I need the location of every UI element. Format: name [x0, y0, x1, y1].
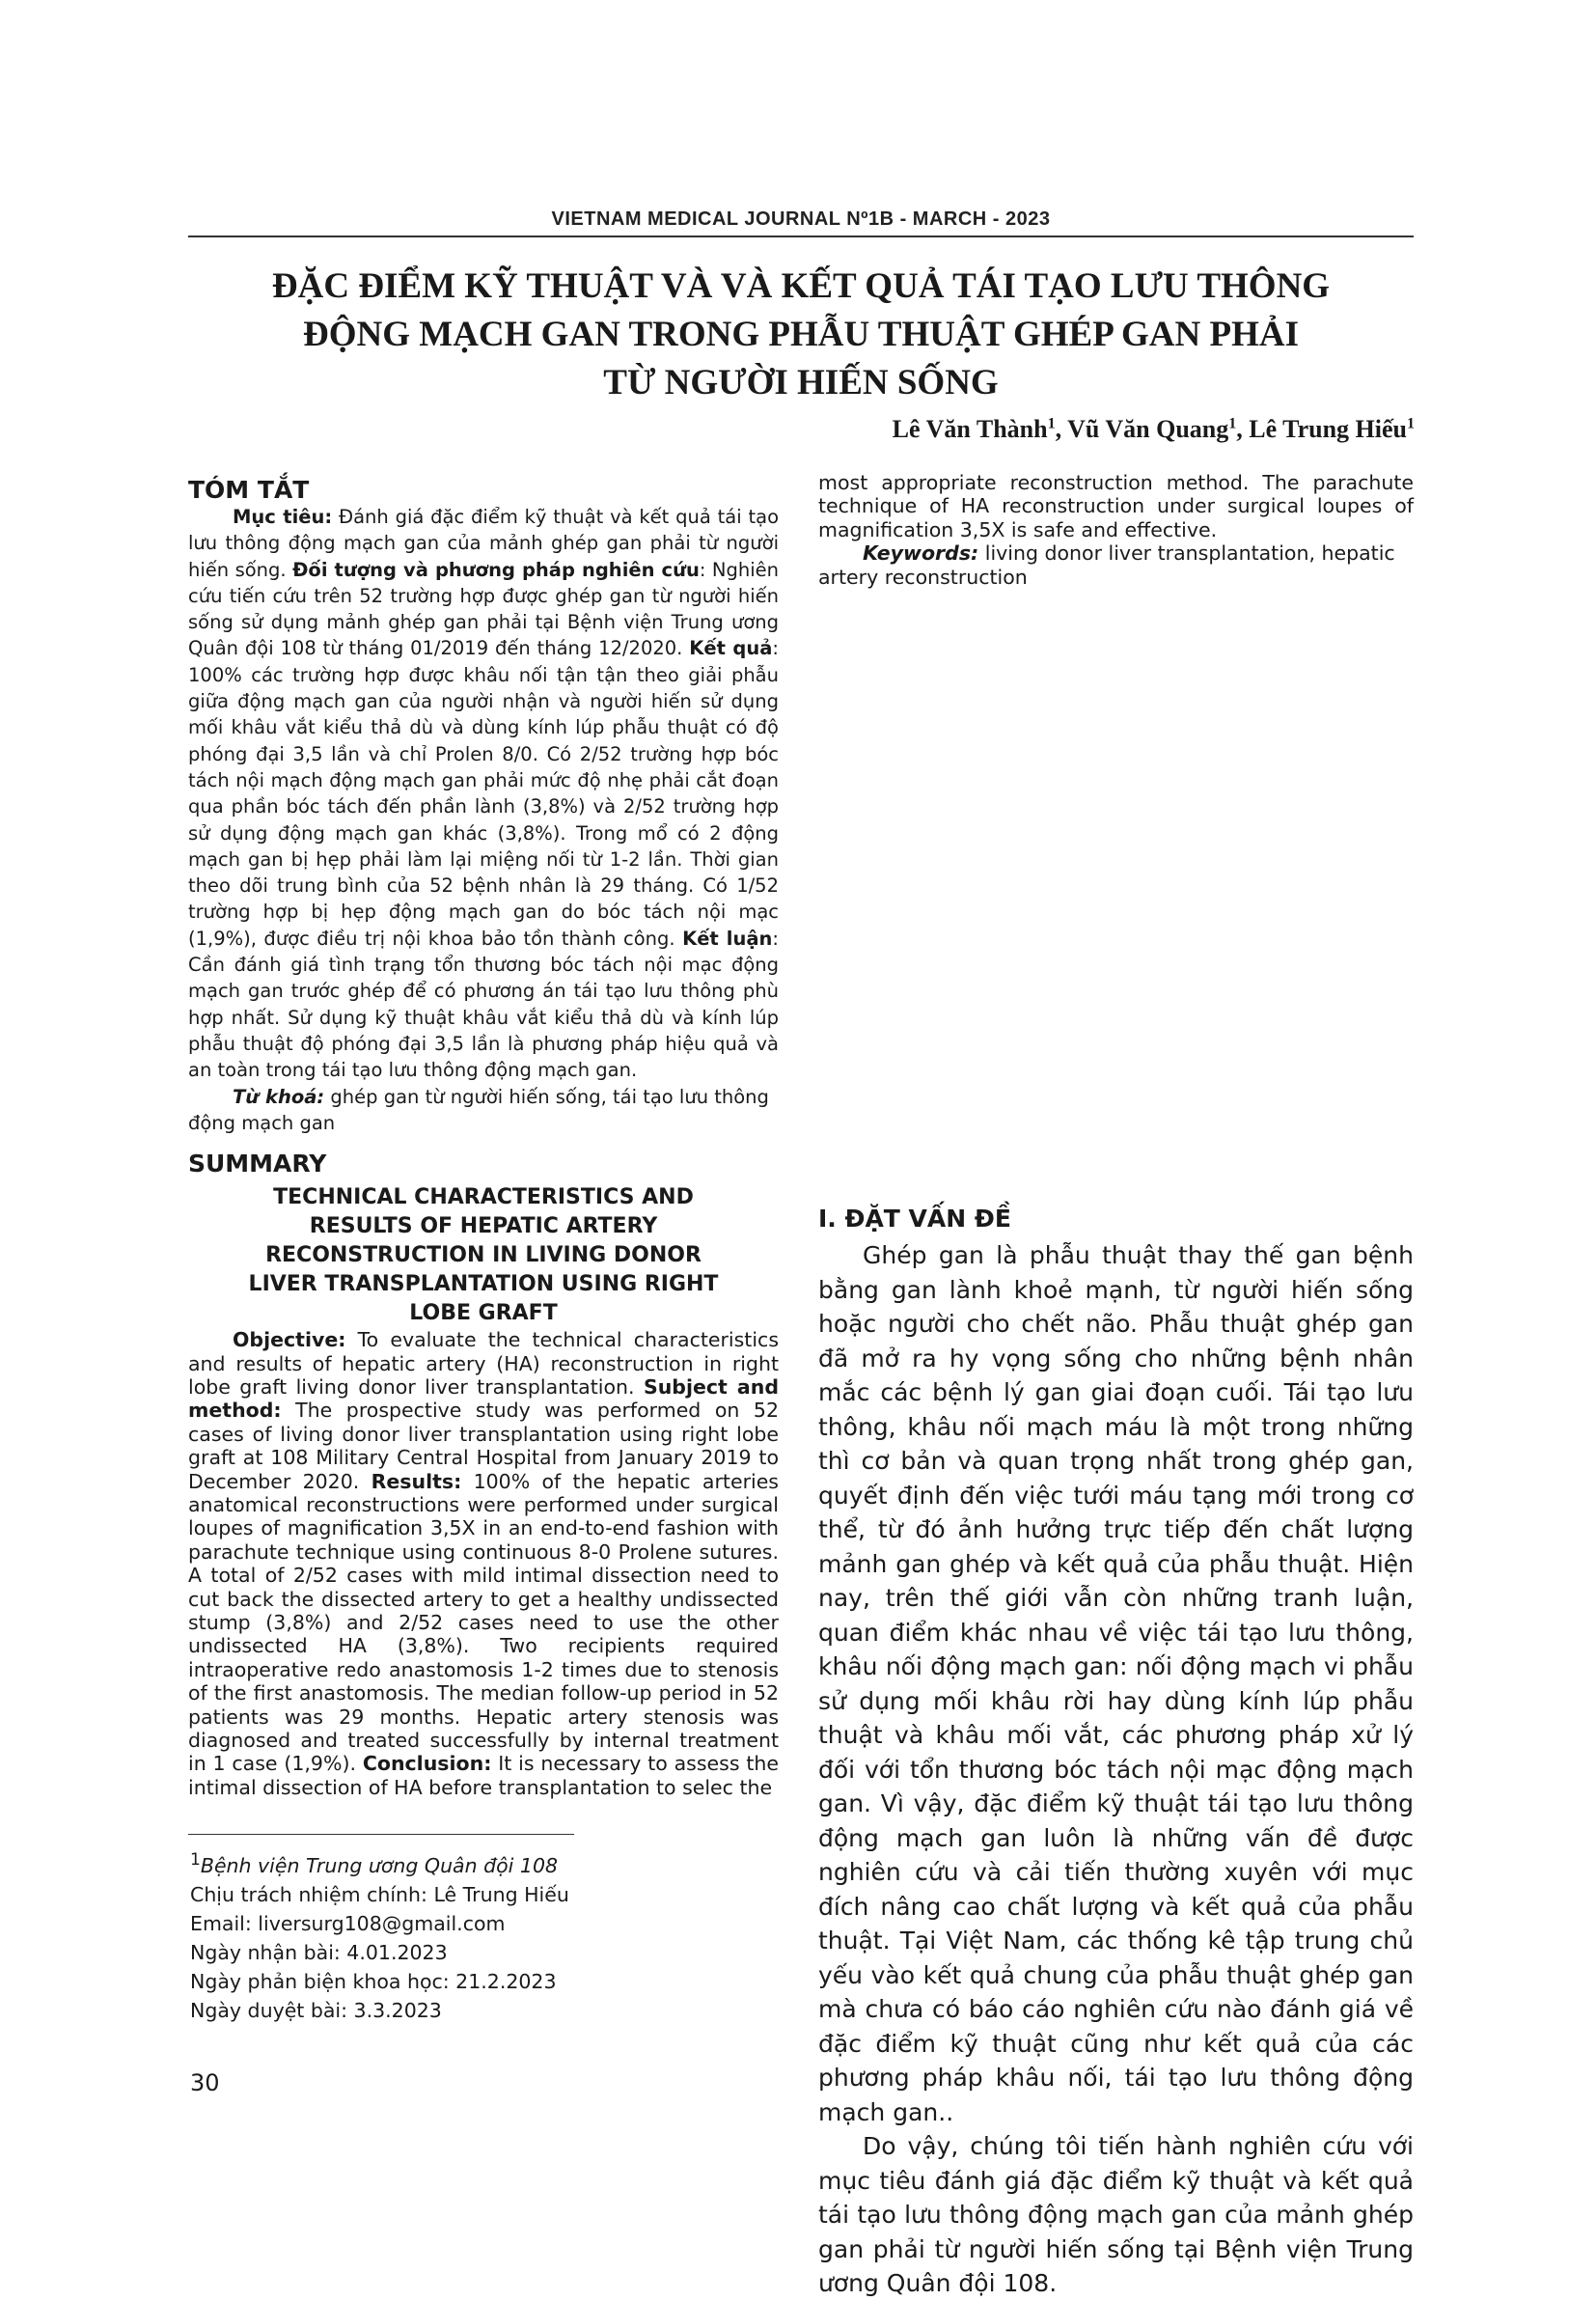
- author-affiliation-mark: 1: [1407, 415, 1415, 432]
- page-number: 30: [190, 2069, 220, 2096]
- author-name: Vũ Văn Quang: [1067, 415, 1229, 443]
- conclusion-text-en-cont: most appropriate reconstruction method. The parachute technique of HA reconstruction under surgical loupes of magnification 3,5X is safe and effective.: [818, 471, 1414, 541]
- footnote-received: Ngày nhận bài: 4.01.2023: [190, 1940, 448, 1964]
- section-heading-introduction: I. ĐẶT VẤN ĐỀ: [818, 1205, 1011, 1233]
- conclusion-text: : Cần đánh giá tình trạng tổn thương bóc tách nội mạc động mạch gan trước ghép để có phương án tái tạo lưu thông phù hợp nhất. Sử dụng kỹ thuật khâu vắt kiểu thả dù và kính lúp phẫu thuật độ phóng đại 3,5 lần là phương pháp hiệu quả và an toàn trong tái tạo lưu thông động mạch gan.: [188, 927, 779, 1082]
- keywords-label-en: Keywords:: [863, 541, 979, 566]
- method-label-en: Subject and method:: [188, 1374, 779, 1423]
- right-column: [818, 471, 1414, 2301]
- title-line: ĐỘNG MẠCH GAN TRONG PHẪU THUẬT GHÉP GAN PHẢI: [303, 315, 1299, 354]
- objective-label: Mục tiêu:: [233, 506, 333, 528]
- footnote-responsible: Chịu trách nhiệm chính: Lê Trung Hiếu: [190, 1882, 569, 1906]
- author-name: Lê Văn Thành: [892, 415, 1048, 443]
- title-line: ĐẶC ĐIỂM KỸ THUẬT VÀ VÀ KẾT QUẢ TÁI TẠO LƯU THÔNG: [271, 266, 1331, 306]
- en-abstract-heading: SUMMARY: [188, 1150, 327, 1178]
- title-line: TỪ NGƯỜI HIẾN SỐNG: [603, 363, 999, 402]
- article-title: [188, 263, 1414, 407]
- author-name: Lê Trung Hiếu: [1249, 415, 1407, 443]
- en-abstract-body-continued: [818, 471, 1414, 541]
- footnote-rule: [188, 1834, 574, 1835]
- en-abstract-body-start: [188, 1328, 779, 1799]
- en-title-line: RECONSTRUCTION IN LIVING DONOR: [265, 1243, 702, 1268]
- conclusion-label: Kết luận: [682, 927, 773, 950]
- conclusion-label-en: Conclusion:: [362, 1752, 492, 1776]
- keywords-text: ghép gan từ người hiến sống, tái tạo lưu thông động mạch gan: [188, 1085, 769, 1134]
- keywords-label: Từ khoá:: [233, 1085, 325, 1108]
- objective-text-en: To evaluate the technical characteristics and results of hepatic artery (HA) reconstruction in right lobe graft living donor liver transplantation.: [188, 1328, 779, 1399]
- footnote-affiliation: [190, 1845, 769, 1880]
- en-abstract-continuation: [818, 471, 1414, 589]
- header-rule: [188, 236, 1414, 237]
- en-title-line: LOBE GRAFT: [409, 1301, 558, 1326]
- method-text: : Nghiên cứu tiến cứu trên 52 trường hợp được ghép gan từ người hiến sống sử dụng mảnh ghép gan phải tại Bệnh viện Trung ương Quân đội 108 từ tháng 01/2019 đến tháng 12/2020.: [188, 558, 779, 660]
- results-text-en: 100% of the hepatic arteries anatomical reconstructions were performed under surgical loupes of magnification 3,5X in an end-to-end fashion with parachute technique using continuous 8-0 Prolene sutures. A total of 2/52 cases with mild intimal dissection need to cut back the dissected artery to get a healthy undissected stump (3,8%) and 2/52 cases need to use the other undissected HA (3,8%). Two recipients required intraoperative redo anastomosis 1-2 times due to stenosis of the first anastomosis. The median follow-up period in 52 patients was 29 months. Hepatic artery stenosis was diagnosed and treated successfully by internal treatment in 1 case (1,9%).: [188, 1469, 779, 1776]
- author-separator: ,: [1055, 415, 1068, 443]
- en-title-line: LIVER TRANSPLANTATION USING RIGHT: [248, 1272, 719, 1297]
- footnote-reviewed: Ngày phản biện khoa học: 21.2.2023: [190, 1969, 557, 1993]
- results-text: : 100% các trường hợp được khâu nối tận tận theo giải phẫu giữa động mạch gan của người nhận và người hiến sử dụng mối khâu vắt kiểu thả dù và dùng kính lúp phẫu thuật có độ phóng đại 3,5 lần và chỉ Prolen 8/0. Có 2/52 trường hợp bóc tách nội mạch động mạch gan phải mức độ nhẹ phải cắt đoạn qua phần bóc tách đến phần lành (3,8%) và 2/52 trường hợp sử dụng động mạch gan khác (3,8%). Trong mổ có 2 động mạch gan bị hẹp phải làm lại miệng nối từ 1-2 lần. Thời gian theo dõi trung bình của 52 bệnh nhân là 29 tháng. Có 1/52 trường hợp bị hẹp động mạch gan do bóc tách nội mạc (1,9%), được điều trị nội khoa bảo tồn thành công.: [188, 637, 779, 950]
- vn-abstract-body: [188, 504, 779, 1084]
- footnotes: [190, 1845, 769, 2025]
- author-separator: ,: [1236, 415, 1250, 443]
- vn-keywords: [188, 1084, 779, 1137]
- author-list: [893, 415, 1415, 444]
- left-column: [188, 476, 779, 1799]
- intro-paragraph-1: Ghép gan là phẫu thuật thay thế gan bệnh bằng gan lành khoẻ mạnh, từ người hiến sống hoặc người cho chết não. Phẫu thuật ghép gan đã mở ra hy vọng sống cho những bệnh nhân mắc các bệnh lý gan giai đoạn cuối. Tái tạo lưu thông, khâu nối mạch máu là một trong những thì cơ bản và quan trọng nhất trong ghép gan, quyết định đến việc tưới máu tạng mới trong cơ thể, từ đó ảnh hưởng trực tiếp đến chất lượng mảnh gan ghép và kết quả của phẫu thuật. Hiện nay, trên thế giới vẫn còn những tranh luận, quan điểm khác nhau về việc tái tạo lưu thông, khâu nối động mạch gan: nối động mạch vi phẫu sử dụng mối khâu rời hay dùng kính lúp phẫu thuật và khâu mối vắt, các phương pháp xử lý đối với tổn thương bóc tách nội mạc động mạch gan. Vì vậy, đặc điểm kỹ thuật tái tạo lưu thông động mạch gan luôn là những vấn đề được nghiên cứu và cải tiến thường xuyên với mục đích nâng cao chất lượng và kết quả của phẫu thuật. Tại Việt Nam, các thống kê tập trung chủ yếu vào kết quả chung của phẫu thuật ghép gan mà chưa có báo cáo nghiên cứu nào đánh giá về đặc điểm kỹ thuật cũng như kết quả của các phương pháp khâu nối, tái tạo lưu thông động mạch gan..: [818, 1241, 1414, 2126]
- author-affiliation-mark: 1: [1047, 415, 1056, 432]
- journal-header: VIETNAM MEDICAL JOURNAL Nº1B - MARCH - 2023: [551, 208, 1051, 230]
- objective-label-en: Objective:: [233, 1328, 346, 1352]
- keywords-text-en: living donor liver transplantation, hepatic artery reconstruction: [818, 541, 1395, 589]
- footnote-email: Email: liversurg108@gmail.com: [190, 1911, 506, 1935]
- en-keywords: [818, 541, 1414, 589]
- en-title: [188, 1183, 779, 1328]
- affiliation-mark: 1: [190, 1850, 201, 1870]
- author-affiliation-mark: 1: [1228, 415, 1237, 432]
- method-text-en: The prospective study was performed on 52 cases of living donor liver transplantation using right lobe graft at 108 Military Central Hospital from January 2019 to December 2020.: [188, 1399, 779, 1493]
- objective-text: Đánh giá đặc điểm kỹ thuật và kết quả tái tạo lưu thông động mạch gan của mảnh ghép gan phải từ người hiến sống.: [188, 506, 780, 581]
- footnote-accepted: Ngày duyệt bài: 3.3.2023: [190, 1998, 442, 2022]
- intro-paragraph-2: Do vậy, chúng tôi tiến hành nghiên cứu với mục tiêu đánh giá đặc điểm kỹ thuật và kết quả tái tạo lưu thông động mạch gan của mảnh ghép gan phải từ người hiến sống tại Bệnh viện Trung ương Quân đội 108.: [818, 2132, 1414, 2297]
- results-label-en: Results:: [371, 1469, 462, 1493]
- vn-abstract-heading: TÓM TẮT: [188, 476, 310, 504]
- en-title-line: TECHNICAL CHARACTERISTICS AND: [273, 1185, 694, 1210]
- results-label: Kết quả: [689, 637, 773, 660]
- conclusion-text-en: It is necessary to assess the intimal dissection of HA before transplantation to selec the: [188, 1752, 780, 1799]
- en-title-line: RESULTS OF HEPATIC ARTERY: [309, 1214, 658, 1239]
- method-label: Đối tượng và phương pháp nghiên cứu: [292, 558, 700, 581]
- affiliation-text: Bệnh viện Trung ương Quân đội 108: [200, 1853, 559, 1877]
